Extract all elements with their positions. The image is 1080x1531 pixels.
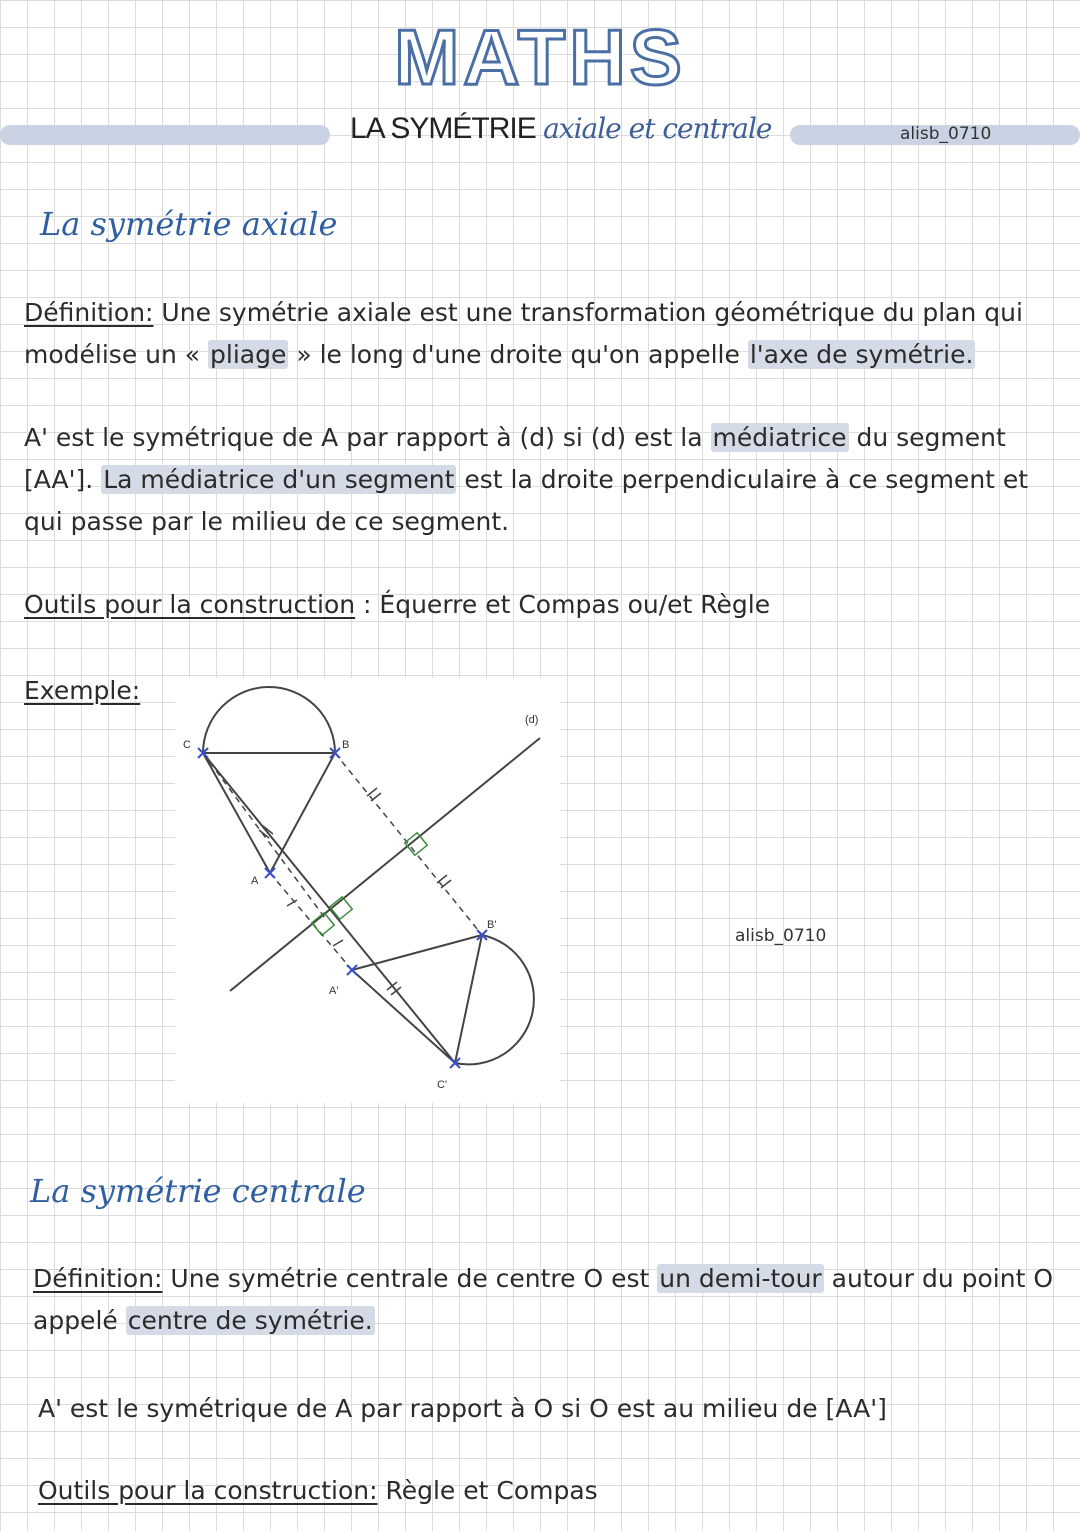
axial-symmetry-figure [175, 678, 560, 1103]
label-d: (d) [525, 714, 539, 726]
header-band-left [0, 125, 330, 145]
axial-prop-text-1: A' est le symétrique de A par rapport à (d) si (d) est la [24, 423, 711, 452]
central-tools-label: Outils pour la construction: [38, 1476, 378, 1505]
label-c-prime: C' [437, 1079, 448, 1091]
highlight-pliage: pliage [210, 340, 287, 369]
central-definition-label: Définition: [33, 1264, 163, 1293]
label-a-prime: A' [329, 985, 339, 997]
label-b: B [342, 739, 350, 751]
example-label [24, 670, 140, 712]
heading-axial: La symétrie axiale [40, 205, 338, 243]
highlight-mediatrice: médiatrice [712, 423, 847, 452]
subtitle-script: axiale et centrale [543, 112, 772, 145]
central-tools [38, 1470, 598, 1512]
highlight-demi-tour: un demi-tour [659, 1264, 822, 1293]
label-c: C [183, 739, 191, 751]
author-handle: alisb_0710 [900, 124, 992, 144]
axial-def-text-2: » le long d'une droite qu'on appelle [288, 340, 748, 369]
axial-prop-text-2: du segment [AA']. [24, 423, 1006, 494]
axial-tools [24, 584, 770, 626]
definition-label: Définition: [24, 298, 154, 327]
central-def-text-2: autour du point O appelé [33, 1264, 1054, 1335]
subtitle-caps: LA SYMÉTRIE [350, 112, 536, 145]
highlight-axe: l'axe de symétrie. [749, 340, 974, 369]
central-def-text-1: Une symétrie centrale de centre O est [162, 1264, 658, 1293]
label-a: A [251, 875, 259, 887]
highlight-mediatrice-segment: La médiatrice d'un segment [103, 465, 455, 494]
axial-tools-text: : Équerre et Compas ou/et Règle [355, 590, 771, 619]
label-b-prime: B' [487, 919, 497, 931]
axial-tools-label: Outils pour la construction [24, 590, 356, 619]
central-tools-text: Règle et Compas [377, 1476, 598, 1505]
axial-definition [24, 292, 1054, 376]
figure-watermark: alisb_0710 [735, 926, 827, 946]
axial-prop-text-3: est la droite perpendiculaire à ce segment et qui passe par le milieu de ce segment. [24, 465, 1029, 536]
central-property: A' est le symétrique de A par rapport à O si O est au milieu de [AA'] [38, 1394, 887, 1423]
example-label-text: Exemple: [24, 676, 141, 705]
axial-property [24, 417, 1054, 543]
highlight-centre: centre de symétrie. [127, 1306, 373, 1335]
page-subtitle [350, 112, 772, 146]
heading-central: La symétrie centrale [30, 1172, 366, 1210]
page-title: MATHS [394, 13, 686, 101]
axial-def-text-1: Une symétrie axiale est une transformation géométrique du plan qui modélise un « [24, 298, 1023, 369]
central-definition [33, 1258, 1063, 1342]
